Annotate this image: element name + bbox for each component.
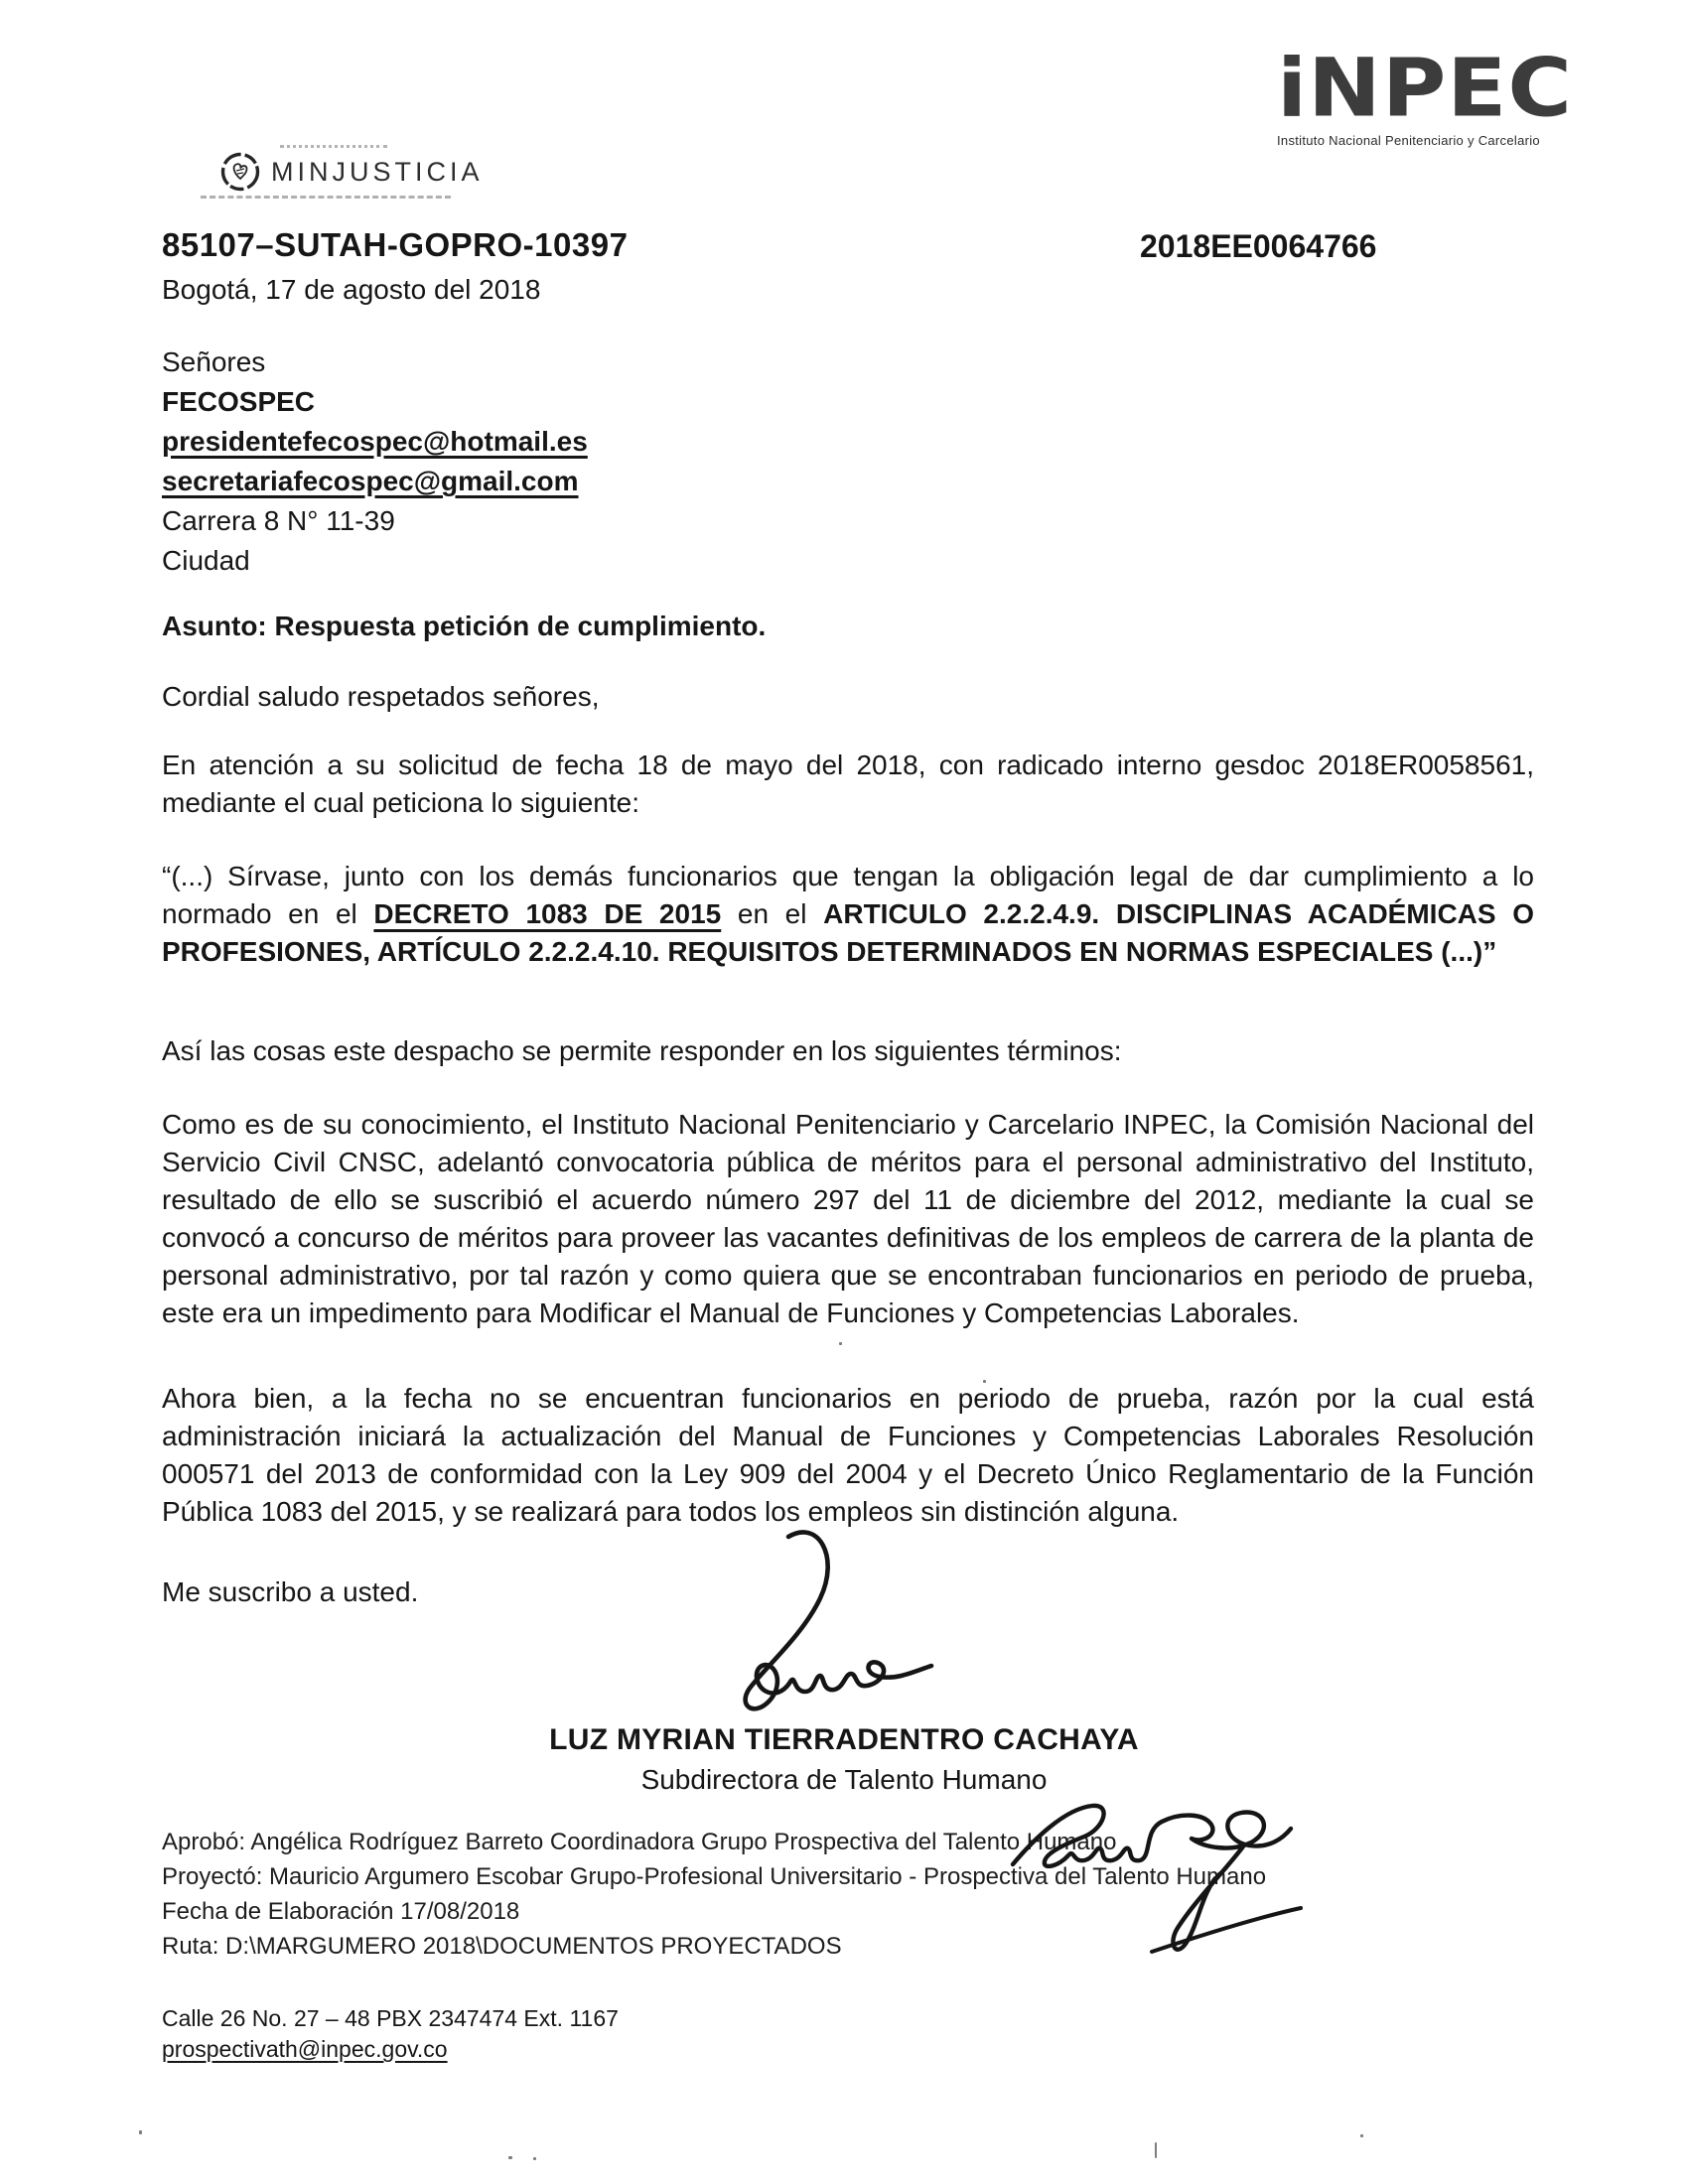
recipient-block [162,342,588,581]
scan-artifact [1155,2142,1157,2158]
quote-decree-reference: DECRETO 1083 DE 2015 [373,898,722,929]
radicado-number: 85107–SUTAH-GOPRO-10397 [162,226,629,263]
recipient-city: Ciudad [162,545,250,576]
signatory-title: Subdirectora de Talento Humano [640,1764,1048,1795]
quote-open-text: “(...) Sírvase, junto con los demás funcionarios que tengan la obligación legal de dar cumplimiento a lo normado en el [162,861,1534,929]
city-date-line: Bogotá, 17 de agosto del 2018 [162,274,541,305]
paragraph-background: Como es de su conocimiento, el Instituto Nacional Penitenciario y Carcelario INPEC, la Comisión Nacional del Servicio Civil CNSC, adelantó convocatoria pública de méritos para el personal administrativo del Instituto, resultado de ello se suscribió el acuerdo número 297 del 11 de diciembre del 2012, mediante la cual se convocó a concurso de méritos para proveer las vacantes definitivas de los empleos de carrera de la planta de personal administrativo, por tal razón y como quiera que se encontraban funcionarios en periodo de prueba, este era un impedimento para Modificar el Manual de Funciones y Competencias Laborales. [162,1109,1534,1328]
minjusticia-wordmark: MINJUSTICIA [271,156,484,187]
inpec-logo-subtitle: Instituto Nacional Penitenciario y Carcelario [1277,133,1540,148]
greeting-line: Cordial saludo respetados señores, [162,681,600,712]
closing-line: Me suscribo a usted. [162,1576,419,1607]
elaboration-date-line: Fecha de Elaboración 17/08/2018 [162,1898,520,1925]
recipient-organization: FECOSPEC [162,386,316,417]
approver-handwritten-signature [1005,1769,1313,1968]
subject-line: Asunto: Respuesta petición de cumplimiento. [162,611,767,641]
projected-by-line: Proyectó: Mauricio Argumero Escobar Grupo-Profesional Universitario - Prospectiva del Talento Humano [162,1863,1267,1890]
dotted-rule-bottom [201,196,451,199]
paragraph-terms: Así las cosas este despacho se permite responder en los siguientes términos: [162,1035,1122,1066]
paragraph-update: Ahora bien, a la fecha no se encuentran funcionarios en periodo de prueba, razón por la cual está administración iniciará la actualización del Manual de Funciones y Competencias Laborales Resolución 000571 del 2013 de conformidad con la Ley 909 del 2004 y el Decreto Único Reglamentario de la Función Pública 1083 del 2015, y se realizará para todos los empleos sin distinción alguna. [162,1383,1534,1527]
scan-artifact [139,2130,142,2134]
paragraph-quote [162,858,1534,971]
quote-articles-text: ARTICULO 2.2.2.4.9. DISCIPLINAS ACADÉMICAS O PROFESIONES, ARTÍCULO 2.2.2.4.10. REQUISITOS DETERMINADOS EN NORMAS ESPECIALES (...)” [162,898,1535,967]
footer-address: Calle 26 No. 27 – 48 PBX 2347474 Ext. 1167 [162,2005,619,2031]
signatory-name: LUZ MYRIAN TIERRADENTRO CACHAYA [549,1723,1139,1756]
footer-block [162,2003,619,2065]
recipient-email-2: secretariafecospec@gmail.com [162,466,579,496]
inpec-wordmark: iNPEC [1277,40,1574,135]
footer-email: prospectivath@inpec.gov.co [162,2036,448,2062]
minjusticia-emblem-icon [219,151,261,193]
inpec-logo [1277,40,1574,148]
scan-artifact [839,1342,842,1345]
scan-artifact [533,2157,536,2160]
paragraph-intro: En atención a su solicitud de fecha 18 de mayo del 2018, con radicado interno gesdoc 2018ER0058561, mediante el cual peticiona lo siguiente: [162,750,1534,818]
minjusticia-logo [219,151,484,193]
scan-artifact [983,1380,986,1383]
recipient-address: Carrera 8 N° 11-39 [162,505,395,536]
dotted-rule-top [280,145,387,148]
quote-middle-text: en el [721,898,824,929]
consecutivo-number: 2018EE0064766 [1140,228,1377,264]
recipient-salutation: Señores [162,346,266,377]
scan-artifact [1360,2134,1363,2137]
recipient-email-1: presidentefecospec@hotmail.es [162,426,588,457]
signatory-handwritten-signature [643,1525,971,1733]
approved-by-line: Aprobó: Angélica Rodríguez Barreto Coordinadora Grupo Prospectiva del Talento Humano [162,1829,1117,1855]
route-line: Ruta: D:\MARGUMERO 2018\DOCUMENTOS PROYECTADOS [162,1933,842,1960]
scan-artifact [508,2156,512,2159]
